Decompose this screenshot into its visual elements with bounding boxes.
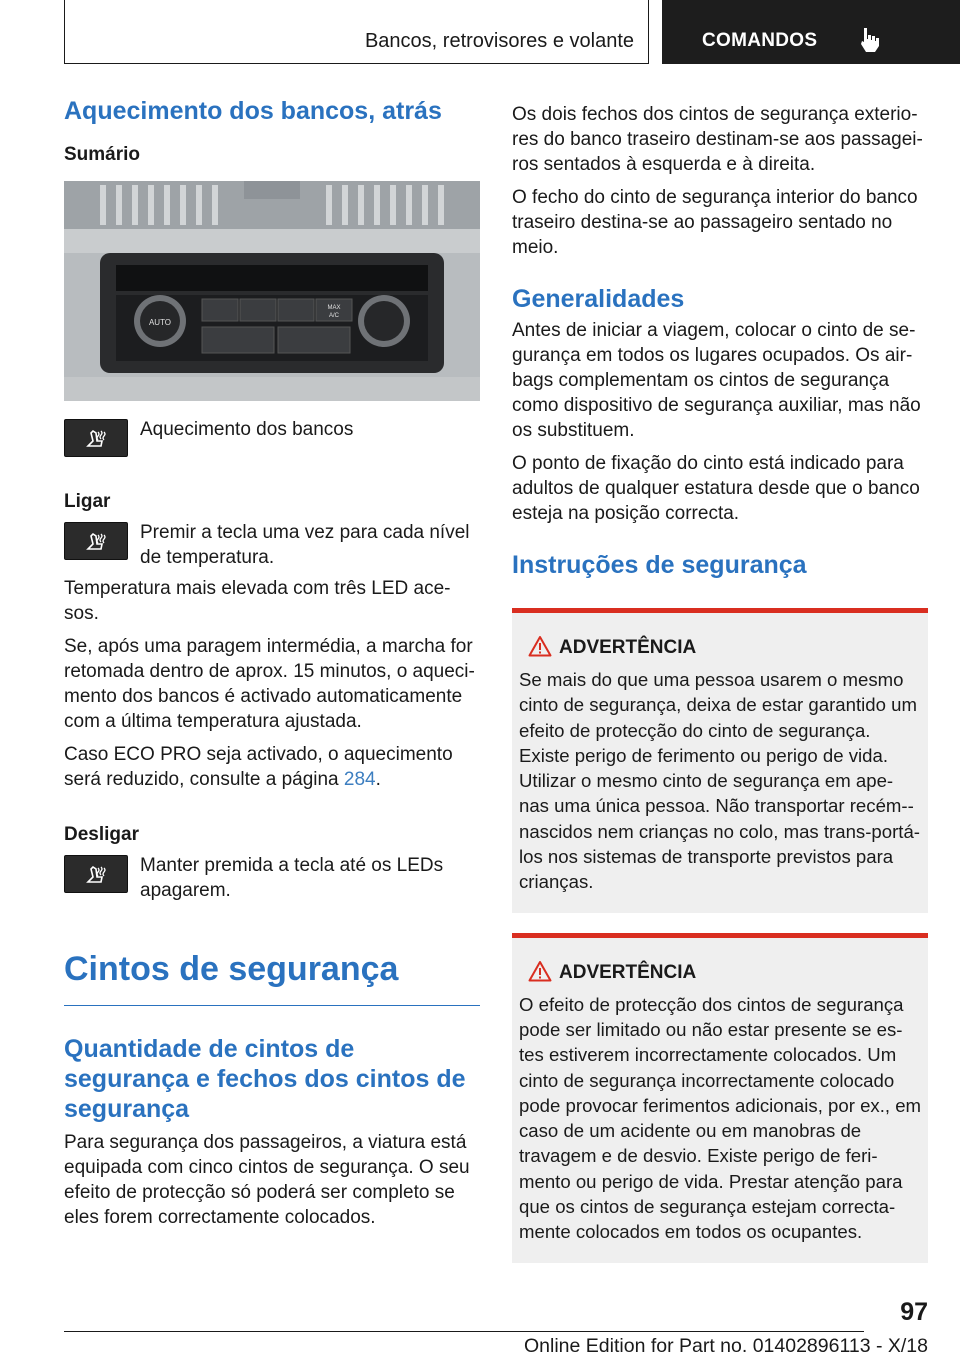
general-paragraph-2: O ponto de fixação do cinto está indicado para adultos de qualquer estatura desde que o banco esteja na posição correcta.: [512, 453, 920, 524]
seat-heating-caption: Aquecimento dos bancos: [140, 419, 354, 440]
rear-seat-heating-title: Aquecimento dos bancos, atrás: [64, 97, 442, 125]
switch-off-heading: Desligar: [64, 824, 139, 845]
section-tab[interactable]: [64, 0, 649, 64]
title-rule: [64, 1005, 480, 1006]
seat-heating-button: [64, 855, 128, 893]
rear-climate-control-photo: [64, 181, 480, 401]
warning-label: ADVERTÊNCIA: [559, 961, 697, 983]
auto-button-label: AUTO: [148, 318, 172, 327]
seat-heating-caption-row: [64, 417, 480, 457]
chapter-title: COMANDOS: [702, 30, 818, 51]
outer-buckles-paragraph: Os dois fechos dos cintos de segurança exterio-res do banco traseiro destinam-se aos passagei-ros sentados à esquerda e à direita.: [512, 104, 923, 175]
safety-instructions-title: Instruções de segurança: [512, 551, 807, 579]
warning-header: [519, 635, 922, 661]
edition-footer: Online Edition for Part no. 01402896113 - X/18: [524, 1335, 928, 1357]
max-button-label: MAX: [327, 305, 341, 311]
seat-heating-icon: [85, 864, 109, 886]
switch-on-instruction: Premir a tecla uma vez para cada nível de temperatura.: [140, 522, 470, 568]
warning-box-1: [512, 608, 928, 913]
page-number: 97: [900, 1298, 928, 1326]
warning-triangle-icon: [528, 635, 552, 657]
warning-text: Se mais do que uma pessoa usarem o mesmo cinto de segurança, deixa de estar garantido um efeito de protecção do cinto de segurança. Existe perigo de ferimento ou perigo de vida. Utilizar o mesmo cinto de segurança em ape-nas uma única pessoa. Não transportar recém--nascidos nem crianças no colo, mas trans-portá-los nos sistemas de transporte previstos para crianças.: [519, 669, 920, 893]
switch-off-row: [64, 853, 480, 903]
switch-off-instruction: Manter premida a tecla até os LEDs apagarem.: [140, 855, 444, 901]
seat-belts-title: Cintos de segurança: [64, 950, 399, 988]
page-header: [64, 0, 960, 64]
inner-buckle-paragraph: O fecho do cinto de segurança interior do banco traseiro destina-se ao passageiro sentado no meio.: [512, 187, 918, 258]
seat-heating-button: [64, 419, 128, 457]
warning-text: O efeito de protecção dos cintos de segurança pode ser limitado ou não estar presente se es-tes estiverem incorrectamente colocados. Um cinto de segurança incorrectamente colocado pode provocar ferimentos adicionais, por ex., em caso de um acidente ou em manobras de travagem e de desvio. Existe perigo de feri-mento ou perigo de vida. Prestar atenção para que os cintos de segurança estejam correcta-mente colocados em todos os ocupantes.: [519, 993, 922, 1243]
seat-heating-icon: [85, 531, 109, 553]
ac-button-label: A/C: [328, 313, 340, 319]
general-title: Generalidades: [512, 285, 685, 313]
warning-label: ADVERTÊNCIA: [559, 637, 697, 658]
seat-heating-button: [64, 522, 128, 560]
page-reference-link[interactable]: 284: [343, 769, 376, 790]
switch-on-row: [64, 520, 480, 570]
section-title: Bancos, retrovisores e volante: [364, 30, 634, 52]
general-paragraph-1: Antes de iniciar a viagem, colocar o cinto de se-gurança em todos os lugares ocupados. Os air-bags complementam os cintos de segurança como dispositivo de segurança auxiliar, mas não os substituem.: [512, 320, 921, 441]
left-column: [64, 96, 480, 1230]
warning-box-2: [512, 933, 928, 1263]
switch-on-heading: Ligar: [64, 491, 111, 512]
warning-triangle-icon: [528, 960, 552, 982]
switch-on-paragraph-3: [64, 742, 480, 792]
eco-pro-text-end: .: [375, 769, 381, 790]
right-column: [512, 102, 928, 1263]
warning-header: [519, 960, 922, 986]
switch-on-paragraph-2: Se, após uma paragem intermédia, a marcha for retomada dentro de aprox. 15 minutos, o aqueci-mento dos bancos é activado automaticamente com a última temperatura ajustada.: [64, 636, 475, 732]
chapter-tab[interactable]: [662, 0, 960, 64]
eco-pro-text: Caso ECO PRO seja activado, o aquecimento será reduzido, consulte a página: [64, 744, 453, 790]
belt-quantity-paragraph: Para segurança dos passageiros, a viatura está equipada com cinco cintos de segurança. O seu efeito de protecção só poderá ser completo se eles forem correctamente colocados.: [64, 1132, 470, 1228]
seat-heating-icon: [85, 428, 109, 450]
switch-on-paragraph-1: Temperatura mais elevada com três LED ace-sos.: [64, 578, 451, 624]
footer-rule: [64, 1331, 864, 1332]
summary-heading: Sumário: [64, 144, 141, 165]
belt-quantity-title: Quantidade de cintos de segurança e fechos dos cintos de segurança: [64, 1035, 466, 1123]
hand-pointer-icon: [858, 26, 884, 54]
